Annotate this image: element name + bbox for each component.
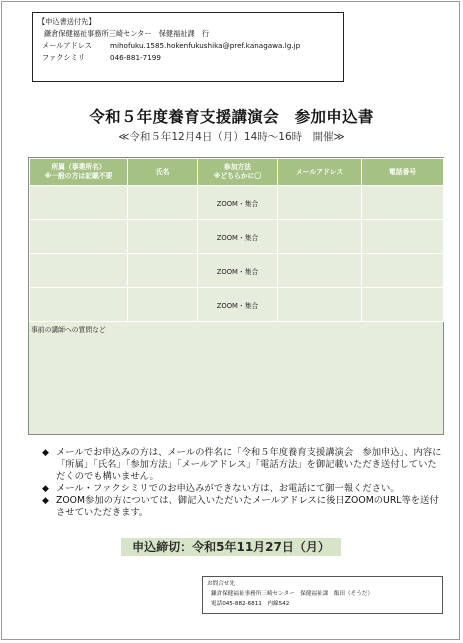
application-form	[28, 157, 444, 435]
send-to-office: 鎌倉保健福祉事務所三崎センター 保健福祉課 行	[44, 29, 210, 38]
form-page	[1, 1, 460, 640]
phone-field[interactable]	[362, 288, 444, 322]
affiliation-field[interactable]	[30, 288, 128, 322]
header-method-note: ※どちらかに〇	[213, 172, 262, 180]
table-row	[30, 220, 444, 254]
table-row	[30, 254, 444, 288]
note-text: ZOOM参加の方については、御記入いただいたメールアドレスに後日ZOOMのURL等を送付させていただきます。	[56, 495, 439, 518]
email-field[interactable]	[278, 254, 362, 288]
header-affiliation	[30, 159, 128, 186]
list-item	[42, 447, 442, 483]
notes-list	[42, 447, 442, 519]
contact-phone: 電話045-882-6811 内線542	[211, 601, 290, 607]
page-title: 令和５年度養育支援講演会 参加申込書	[89, 108, 374, 126]
phone-field[interactable]	[362, 254, 444, 288]
email-label: メールアドレス	[42, 41, 92, 50]
diamond-bullet-icon: ◆	[42, 448, 49, 458]
email-address: mihofuku.1585.hokenfukushika@pref.kanagawa.lg.jp	[110, 41, 301, 50]
contact-office: 鎌倉保健福祉事務所三崎センター 保健福祉課 飯田（そうだ）	[211, 591, 373, 597]
email-field[interactable]	[278, 186, 362, 220]
send-to-fax-row	[38, 52, 338, 64]
diamond-bullet-icon: ◆	[42, 496, 49, 506]
method-field[interactable]: ZOOM・集合	[198, 186, 278, 220]
name-field[interactable]	[128, 288, 198, 322]
event-date: ≪令和５年12月4日（月）14時～16時 開催≫	[118, 131, 345, 143]
name-field[interactable]	[128, 254, 198, 288]
table-row	[30, 288, 444, 322]
phone-field[interactable]	[362, 220, 444, 254]
header-name: 氏名	[128, 159, 198, 186]
send-to-box	[32, 12, 344, 82]
name-field[interactable]	[128, 186, 198, 220]
affiliation-field[interactable]	[30, 220, 128, 254]
affiliation-field[interactable]	[30, 186, 128, 220]
method-field[interactable]: ZOOM・集合	[198, 288, 278, 322]
header-method-label: 参加方法	[223, 163, 252, 171]
questions-divider	[29, 321, 443, 322]
list-item	[42, 483, 442, 495]
affiliation-field[interactable]	[30, 254, 128, 288]
header-affiliation-note: ※一般の方は記載不要	[44, 172, 113, 180]
email-field[interactable]	[278, 288, 362, 322]
fax-label: ファクシミリ	[42, 53, 85, 62]
header-phone: 電話番号	[362, 159, 444, 186]
header-email: メールアドレス	[278, 159, 362, 186]
list-item	[42, 495, 442, 519]
name-field[interactable]	[128, 220, 198, 254]
note-text: メールでお申込みの方は、メールの件名に「令和５年度養育支援講演会 参加申込」、内容に「所属」「氏名」「参加方法」「メールアドレス」「電話方法」を御記載いただき送付していただくのでも構いません。	[56, 447, 442, 482]
fax-number: 046-881-7199	[110, 53, 161, 62]
email-field[interactable]	[278, 220, 362, 254]
diamond-bullet-icon: ◆	[42, 484, 49, 494]
contact-box	[202, 576, 443, 614]
table-row	[30, 186, 444, 220]
method-field[interactable]: ZOOM・集合	[198, 254, 278, 288]
send-to-email-row	[38, 40, 338, 52]
send-to-header: 【申込書送付先】	[38, 17, 96, 26]
method-field[interactable]: ZOOM・集合	[198, 220, 278, 254]
note-text: メール・ファクシミリでのお申込みができない方は、お電話にて御一報ください。	[56, 483, 400, 494]
table-header-row	[30, 159, 444, 186]
deadline-banner: 申込締切：令和5年11月27日（月）	[121, 538, 341, 556]
phone-field[interactable]	[362, 186, 444, 220]
header-affiliation-label: 所属（事業所名）	[51, 163, 106, 171]
questions-label: 事前の講師への質問など	[31, 326, 106, 334]
application-table	[29, 158, 444, 322]
header-method	[198, 159, 278, 186]
contact-header: お問合せ先	[207, 581, 235, 587]
